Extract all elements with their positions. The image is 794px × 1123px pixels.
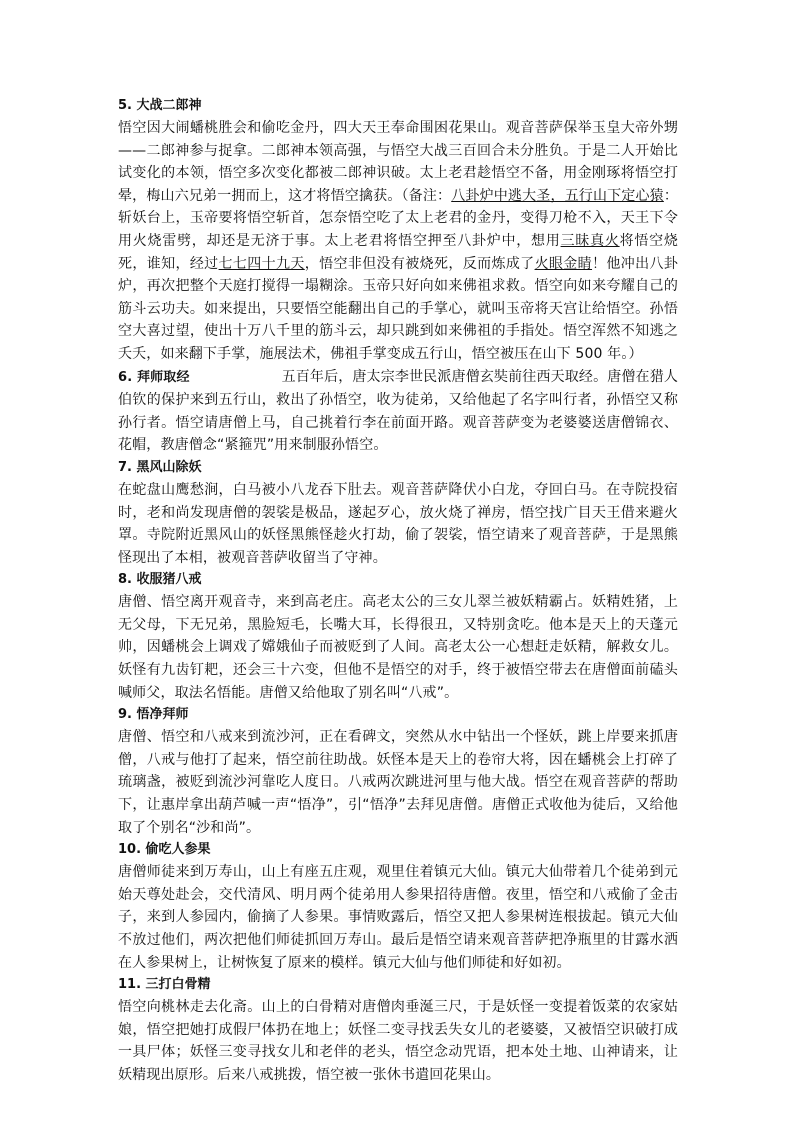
section-5-text-part: ，悟空非但没有被烧死，反而炼成了 <box>304 255 535 272</box>
document-page <box>118 95 678 1087</box>
section-5-underlined-term: 三昧真火 <box>560 232 620 249</box>
section-5-underlined-title: 八卦炉中逃大圣，五行山下定心猿 <box>451 187 664 204</box>
section-5-text-part: ！他冲出八卦炉，再次把整个天庭打搅得一塌糊涂。玉帝只好向如来佛祖求救。悟空向如来夸耀自己的筋斗云功夫。如来提出，只要悟空能翻出自己的手掌心，就叫玉帝将天宫让给悟空。孙悟空大喜过望，使出十万八千里的筋斗云，却只跳到如来佛祖的手指处。悟空浑然不知逃之夭夭，如来翻下手掌，施展法术，佛祖手掌变成五行山，悟空被压在山下 500 年。） <box>118 255 678 362</box>
section-5-text-part: 将悟空烧死，谁知，经过 <box>118 232 679 272</box>
section-5-text-part: ：斩妖台上，玉帝要将悟空斩首，怎奈悟空吃了太上老君的金丹，变得刀枪不入，天王下令用火烧雷劈，却还是无济于事。太上老君将悟空押至八卦炉中，想用 <box>118 187 679 249</box>
section-9-heading: 9. 悟净拜师 <box>118 707 189 723</box>
section-6-text: 五百年后，唐太宗李世民派唐僧玄奘前往西天取经。唐僧在猎人伯钦的保护来到五行山，救出了孙悟空，收为徒弟，又给他起了名字叫行者，孙悟空又称孙行者。悟空请唐僧上马，自己挑着行李在前面开路。观音菩萨变为老婆婆送唐僧锦衣、花帽，教唐僧念“紧箍咒”用来制服孙悟空。 <box>118 368 679 454</box>
section-8-heading: 8. 收服猪八戒 <box>118 572 202 588</box>
section-10-body: 唐僧师徒来到万寿山，山上有座五庄观，观里住着镇元大仙。镇元大仙带着几个徒弟到元始天尊处赴会，交代清风、明月两个徒弟用人参果招待唐僧。夜里，悟空和八戒偷了金击子，来到人参园内，偷摘了人参果。事情败露后，悟空又把人参果树连根拔起。镇元大仙不放过他们，两次把他们师徒抓回万寿山。最后是悟空请来观音菩萨把净瓶里的甘露水洒在人参果树上，让树恢复了原来的模样。镇元大仙与他们师徒和好如初。 <box>118 864 678 971</box>
section-5-underlined-term: 火眼金睛 <box>534 255 593 272</box>
section-5-text-part: 悟空因大闹蟠桃胜会和偷吃金丹，四大天王奉命围困花果山。观音菩萨保举玉皇大帝外甥——二郎神参与捉拿。二郎神本领高强，与悟空大战三百回合未分胜负。于是二人开始比试变化的本领，悟空多次变化都被二郎神识破。太上老君趁悟空不备，用金刚琢将悟空打晕，梅山六兄弟一拥而上，这才将悟空擒获。（备注： <box>118 120 678 204</box>
section-5-heading: 5. 大战二郎神 <box>118 98 202 113</box>
section-5-body <box>118 117 678 366</box>
section-11-body: 悟空向桃林走去化斋。山上的白骨精对唐僧肉垂涎三尺，于是妖怪一变提着饭菜的农家姑娘，悟空把她打成假尸体扔在地上；妖怪二变寻找丢失女儿的老婆婆，又被悟空识破打成一具尸体；妖怪三变寻找女儿和老伴的老头，悟空念动咒语，把本处土地、山神请来，让妖精现出原形。后来八戒挑拨，悟空被一张休书遣回花果山。 <box>118 999 678 1083</box>
section-7-heading: 7. 黑风山除妖 <box>118 459 202 475</box>
section-11-heading: 11. 三打白骨精 <box>118 977 211 993</box>
section-7-body: 在蛇盘山鹰愁涧，白马被小八龙吞下肚去。观音菩萨降伏小白龙，夺回白马。在寺院投宿时，老和尚发现唐僧的袈裟是极品，遂起歹心，放火烧了禅房，悟空找广目天王借来避火罩。寺院附近黑风山的妖怪黑熊怪趁火打劫，偷了袈裟，悟空请来了观音菩萨，于是黑熊怪现出了本相，被观音菩萨收留当了守神。 <box>118 481 678 566</box>
section-9-body: 唐僧、悟空和八戒来到流沙河，正在看碑文，突然从水中钻出一个怪妖，跳上岸要来抓唐僧，八戒与他打了起来，悟空前往助战。妖怪本是天上的卷帘大将，因在蟠桃会上打碎了琉璃盏，被贬到流沙河靠吃人度日。八戒两次跳进河里与他大战。悟空在观音菩萨的帮助下，让惠岸拿出葫芦喊一声“悟净”，引“悟净”去拜见唐僧。唐僧正式收他为徒后，又给他取了个别名“沙和尚”。 <box>118 729 678 836</box>
section-8-body: 唐僧、悟空离开观音寺，来到高老庄。高老太公的三女儿翠兰被妖精霸占。妖精姓猪，上无父母，下无兄弟，黑脸短毛，长嘴大耳，长得很丑，又特别贪吃。他本是天上的天蓬元帅，因蟠桃会上调戏了嫦娥仙子而被贬到了人间。高老太公一心想赶走妖精，解救女儿。妖怪有九齿钉耙，还会三十六变，但他不是悟空的对手，终于被悟空带去在唐僧面前磕头喊师父，取法名悟能。唐僧又给他取了别名叫“八戒”。 <box>118 594 678 701</box>
section-5-underlined-term: 七七四十九天 <box>218 255 305 272</box>
section-6-body <box>118 366 678 457</box>
section-10-heading: 10. 偷吃人参果 <box>118 842 211 858</box>
section-6-heading: 6. 拜师取经 <box>118 369 190 385</box>
